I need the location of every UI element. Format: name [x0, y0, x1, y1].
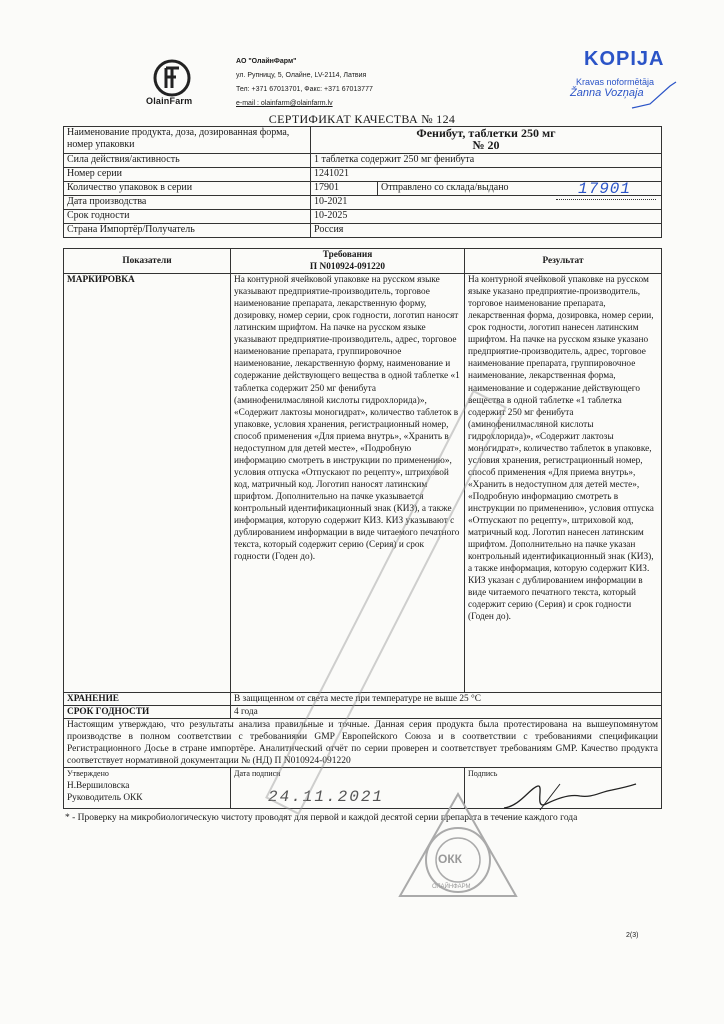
logo-wordmark: OlainFarm	[146, 96, 193, 106]
col-requirements	[231, 249, 465, 274]
olainfarm-logo-icon	[152, 58, 192, 98]
seal-center-text: ОКК	[438, 852, 462, 866]
country-label: Страна Импортёр/Получатель	[64, 224, 311, 238]
company-email: e-mail : olainfarm@olainfarm.lv	[236, 100, 333, 107]
col-requirements-code: П N010924-091220	[309, 262, 386, 273]
table-row	[64, 210, 662, 224]
product-label: Наименование продукта, доза, дозированная форма, номер упаковки	[64, 127, 311, 154]
strength-value: 1 таблетка содержит 250 мг фенибута	[311, 154, 662, 168]
shipped-label-text: Отправлено со склада/выдано	[381, 182, 509, 193]
copy-stamp-title: KOPIJA	[584, 48, 665, 70]
microbiology-footnote: * - Проверку на микробиологическую чистоту проводят для первой и каждой десятой серии препарата в течение каждого года	[65, 813, 578, 823]
shelf-life-value: 4 года	[231, 706, 662, 719]
marking-requirements: На контурной ячейковой упаковке на русском языке указывают предприятие-производитель, торговое наименование препарата, лекарственную форму, дозировку, номер серии, срок годности, логотип наносят латинским шрифтом. На пачке на русском языке указывают предприятие-производитель, адрес, торговое наименование препарата, группировочное наименование, лекарственную форму, наименование и содержание действующего вещества в одной таблетке «1 таблетка содержит 250 мг фенибута (аминофенилмасляной кислоты гидрохлорида)», «Содержит лактозы моногидрат», количество таблеток в упаковке, условия хранения, регистрационный номер, способ применения «Для приема внутрь», «Хранить в недоступном для детей месте», «Подробную информацию смотреть в инструкции по применению», условия отпуска «Отпускают по рецепту», штриховой код, матричный код. Логотип наносят латинским шрифтом. Дополнительно на пачке указывается контрольный идентификационный знак (КИЗ), а также информация, которую содержит КИЗ. КИЗ указывают с дублированием информации в виде читаемого печатного текста, который содержит серию (Серия) и срок годности (Годен до).	[231, 274, 465, 693]
signature-label: Подпись	[468, 769, 498, 779]
table-row	[64, 249, 662, 274]
col-indicator: Показатели	[64, 249, 231, 274]
signature-icon	[500, 780, 640, 814]
conformity-statement: Настоящим утверждаю, что результаты анализа правильные и точные. Данная серия продукта была протестирована на вышеупомянутом производстве в полном соответствии с требованиями GMP Европейского Союза и в соответствии с требованиями спецификации Регистрационного Досье в стране импортёре. Аналитический отчёт по серии проверен и соответствует требованиям GMP. Качество продукта соответствует нормативной документации № (НД) П N010924-091220	[64, 719, 662, 768]
qty-label: Количество упаковок в серии	[64, 182, 311, 196]
product-value	[311, 127, 662, 154]
company-info	[236, 55, 373, 111]
handwritten-date: 24.11.2021	[268, 788, 385, 806]
company-phone: Тел: +371 67013701, Факс: +371 67013777	[236, 86, 373, 93]
date-label: Дата подписи	[234, 769, 281, 779]
product-name: Фенибут, таблетки 250 мг	[416, 126, 556, 140]
shipped-line	[556, 183, 656, 200]
handwritten-quantity: 17901	[578, 180, 632, 198]
approved-label: Утверждено	[67, 769, 109, 779]
shelf-life-label: СРОК ГОДНОСТИ	[64, 706, 231, 719]
seal-bottom-text: ОЛАЙНФАРМ	[432, 884, 471, 890]
mfg-value: 10-2021	[311, 196, 662, 210]
copy-stamp-line2: Žanna Vozņaja	[570, 87, 644, 99]
copy-stamp-line1: Kravas noformētāja	[576, 77, 655, 87]
exp-label: Срок годности	[64, 210, 311, 224]
approved-name: Н.Вершиловска	[67, 781, 130, 792]
country-value: Россия	[311, 224, 662, 238]
mfg-label: Дата производства	[64, 196, 311, 210]
company-address: ул. Рупницу, 5, Олайне, LV-2114, Латвия	[236, 72, 367, 79]
storage-value: В защищенном от света месте при температуре не выше 25 °С	[231, 693, 662, 706]
approved-cell	[64, 768, 231, 809]
table-row	[64, 224, 662, 238]
strength-label: Сила действия/активность	[64, 154, 311, 168]
approved-role: Руководитель ОКК	[67, 793, 143, 804]
col-requirements-title: Требования	[322, 250, 373, 260]
storage-label: ХРАНЕНИЕ	[64, 693, 231, 706]
qty-value: 17901	[311, 182, 378, 196]
batch-label: Номер серии	[64, 168, 311, 182]
table-row	[64, 719, 662, 768]
table-row	[64, 127, 662, 154]
batch-value: 1241021	[311, 168, 662, 182]
page-number: 2(3)	[626, 932, 639, 939]
product-info-table	[63, 126, 662, 238]
exp-value: 10-2025	[311, 210, 662, 224]
company-name: АО "ОлайнФарм"	[236, 58, 297, 65]
marking-result: На контурной ячейковой упаковке на русском языке указано предприятие-производитель, торговое наименование препарата, лекарственная форма, дозировка, номер серии, срок годности, логотип нанесен латинским шрифтом. На пачке на русском языке указано предприятие-производитель, адрес, торговое наименование препарата, группировочное наименование, лекарственная форма, наименование и содержание действующего вещества в одной таблетке «1 таблетка содержит 250 мг фенибута (аминофенилмасляной кислоты гидрохлорида)», «Содержит лактозы моногидрат», количество таблеток в упаковке, условия хранения, регистрационный номер, способ применения «Для приема внутрь», «Хранить в недоступном для детей месте», «Подробную информацию смотреть в инструкции по применению», условия отпуска «Отпускают по рецепту», штриховой код, матричный код. Логотип нанесен латинским шрифтом. Дополнительно на пачке указан контрольный идентификационный знак (КИЗ), а также информация, которую содержит КИЗ. КИЗ указан с дублированием информации в виде читаемого печатного текста, который содержит серию (Серия) и срок годности (Годен до).	[465, 274, 662, 693]
pack-number: № 20	[472, 138, 500, 152]
col-result: Результат	[465, 249, 662, 274]
table-row	[64, 168, 662, 182]
certificate-title: СЕРТИФИКАТ КАЧЕСТВА № 124	[268, 112, 456, 126]
marking-label: МАРКИРОВКА	[64, 274, 231, 693]
specification-table	[63, 248, 662, 809]
table-row	[64, 154, 662, 168]
